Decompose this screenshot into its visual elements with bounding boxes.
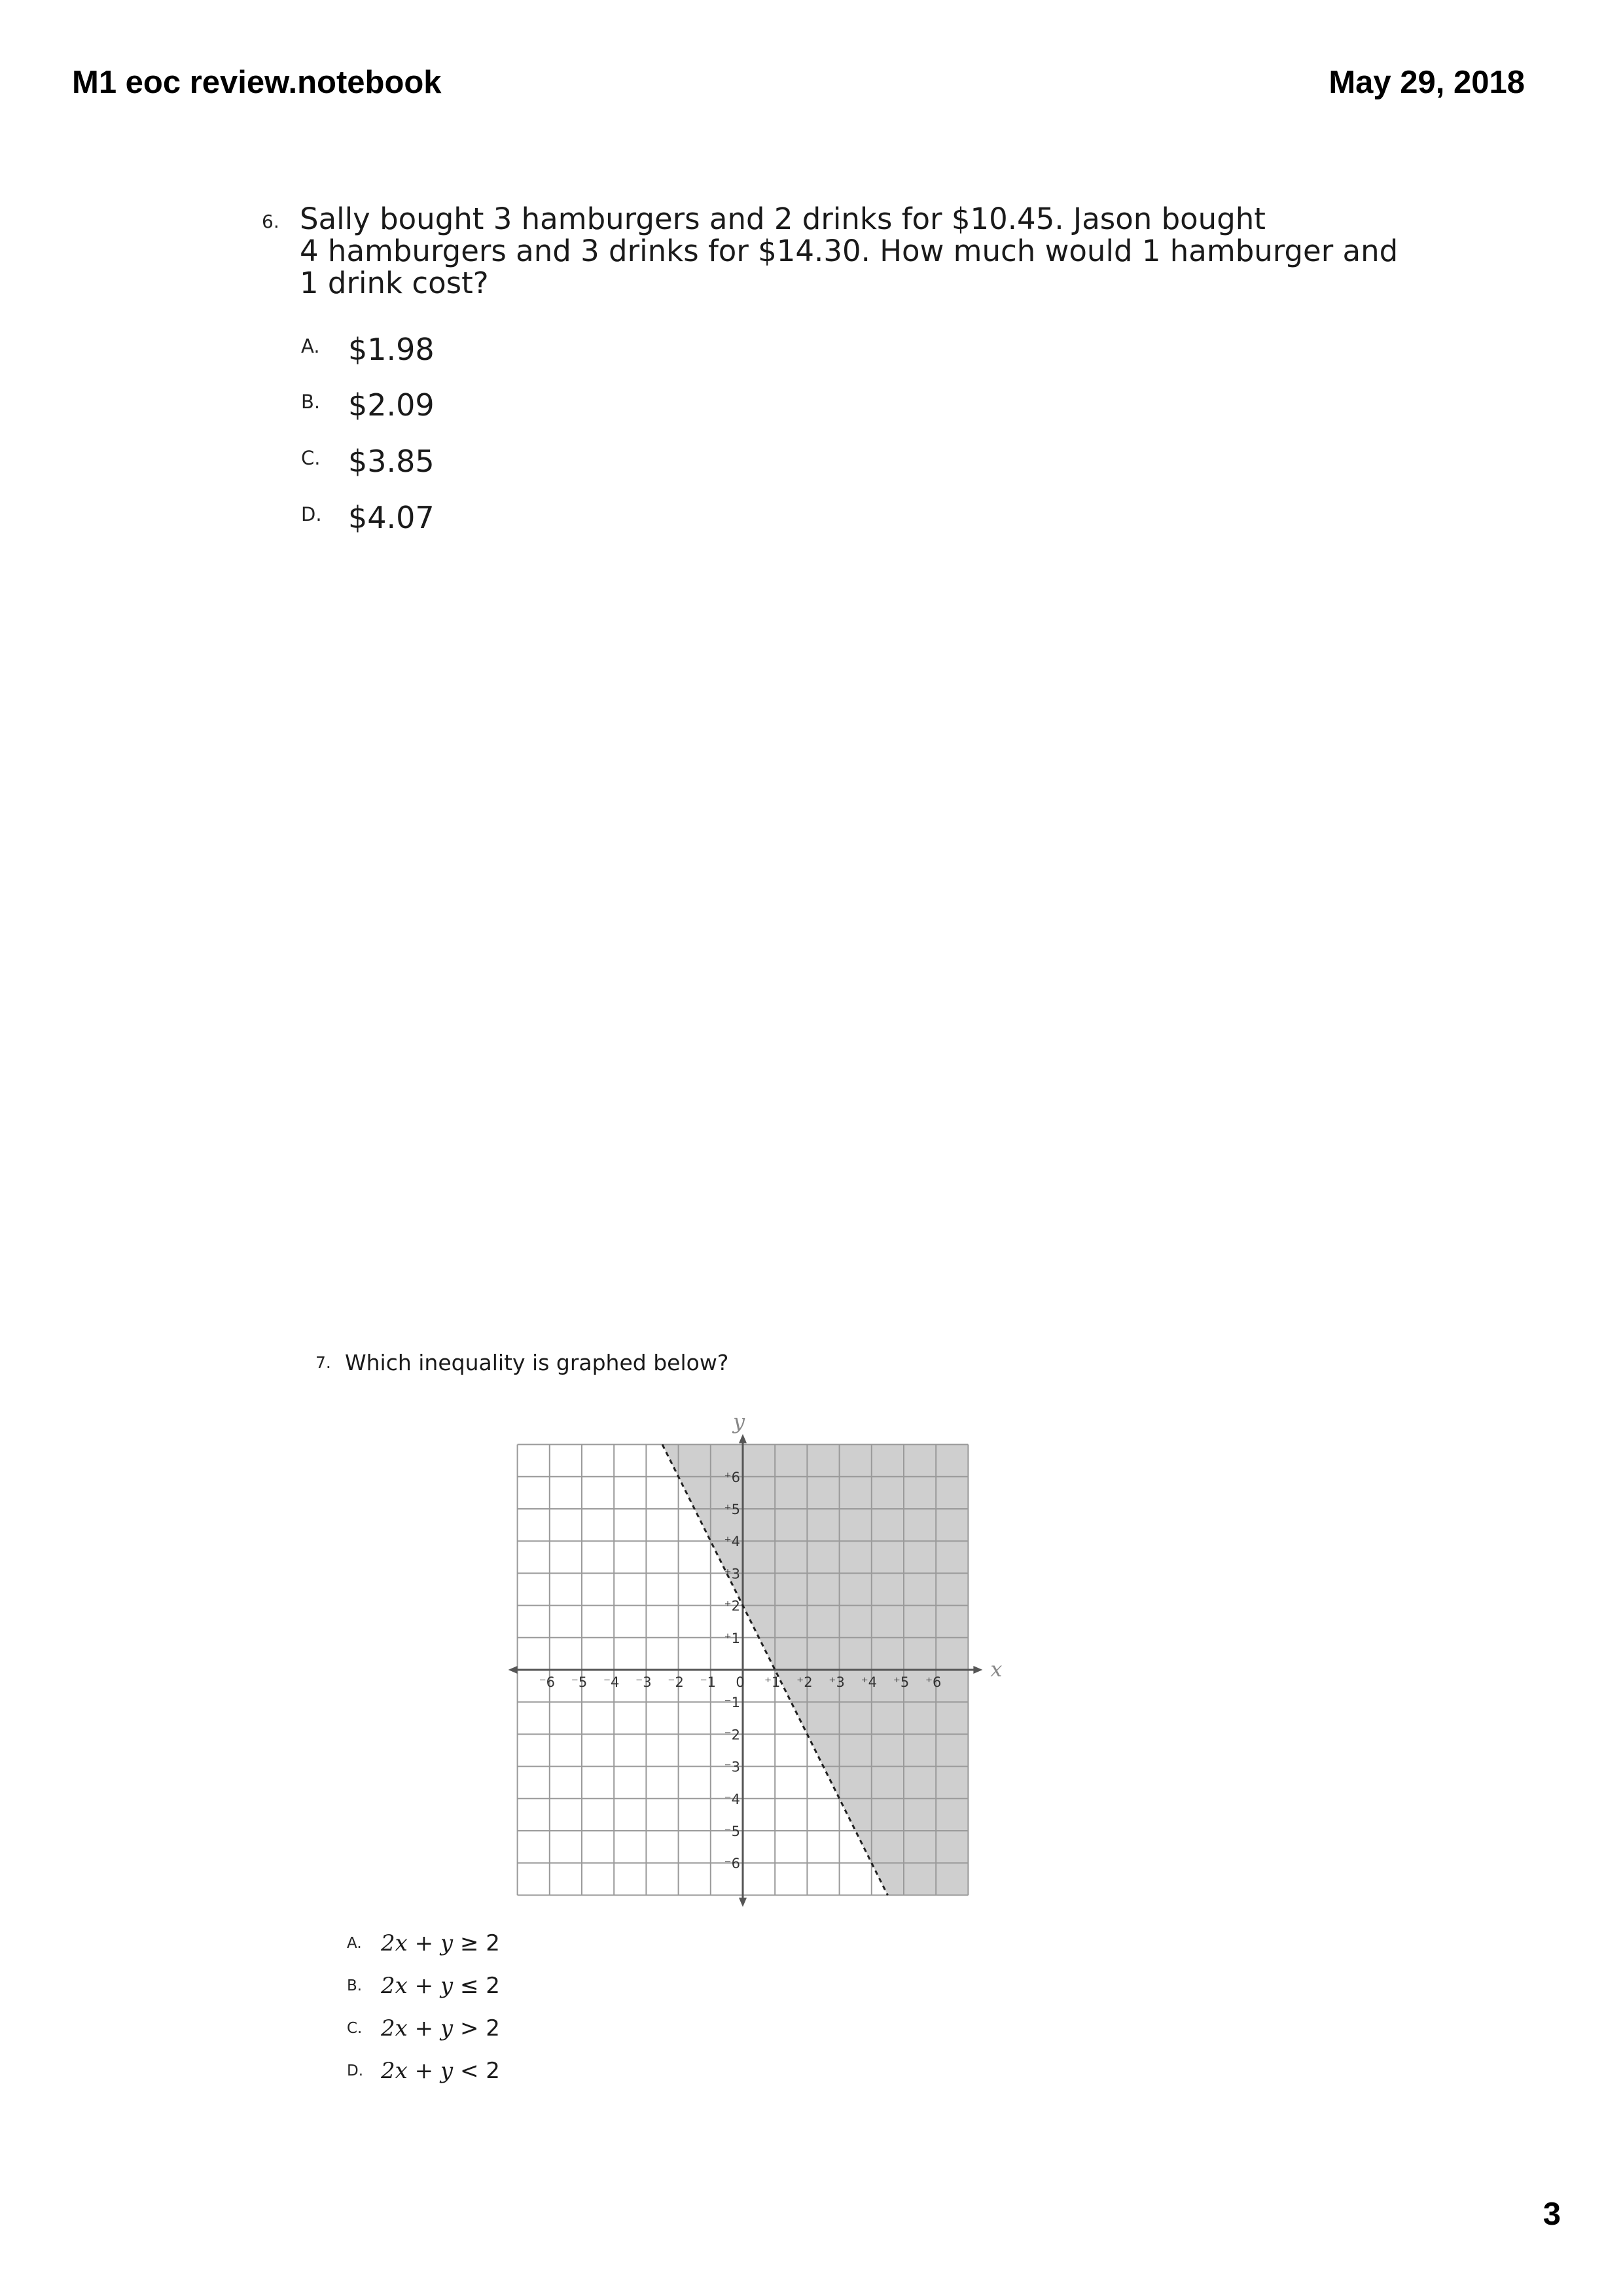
- q7-option-d-lhs: 2x + y: [381, 2058, 454, 2084]
- question-6-line-1: Sally bought 3 hamburgers and 2 drinks for $10.45. Jason bought: [300, 202, 1266, 236]
- x-tick-label: ⁻3: [635, 1674, 652, 1690]
- y-tick-label: ⁻1: [724, 1695, 740, 1711]
- x-axis-arrow-left: [508, 1666, 518, 1674]
- y-axis-arrow-down: [739, 1898, 747, 1907]
- page-number: 3: [1543, 2197, 1561, 2232]
- q7-option-d-op: <: [459, 2058, 479, 2084]
- q6-option-a-text: $1.98: [348, 332, 435, 367]
- q7-option-c-letter: C.: [347, 2020, 363, 2037]
- y-tick-label: ⁺5: [724, 1502, 740, 1517]
- y-tick-label: ⁻6: [724, 1856, 740, 1872]
- y-axis-label: y: [732, 1409, 745, 1434]
- q7-option-b-text: [381, 1973, 500, 1999]
- q7-option-d-rhs: 2: [486, 2058, 500, 2084]
- x-tick-label: ⁻2: [668, 1674, 684, 1690]
- x-axis-label: x: [990, 1657, 1003, 1682]
- q7-option-c-rhs: 2: [486, 2015, 500, 2041]
- x-tick-label: 0: [736, 1674, 745, 1690]
- question-6-number: 6.: [262, 211, 279, 232]
- x-tick-label: ⁺2: [796, 1674, 813, 1690]
- x-tick-label: ⁻1: [700, 1674, 717, 1690]
- q7-option-a-letter: A.: [347, 1935, 362, 1952]
- question-6-line-2: 4 hamburgers and 3 drinks for $14.30. How much would 1 hamburger and: [300, 234, 1399, 268]
- question-7-number: 7.: [315, 1353, 331, 1372]
- y-axis-arrow-up: [739, 1434, 747, 1443]
- x-tick-label: ⁻4: [603, 1674, 620, 1690]
- q6-option-c-letter: C.: [301, 447, 321, 469]
- q6-option-a-letter: A.: [301, 335, 320, 357]
- q7-option-a-op: ≥: [459, 1930, 479, 1956]
- q6-option-b-letter: B.: [301, 391, 321, 413]
- y-tick-label: ⁺3: [724, 1566, 740, 1582]
- document-title: M1 eoc review.notebook: [72, 65, 442, 100]
- x-tick-label: ⁺3: [829, 1674, 845, 1690]
- inequality-graph: [504, 1407, 1003, 1904]
- q7-option-b-letter: B.: [347, 1977, 363, 1994]
- q7-option-b-lhs: 2x + y: [381, 1973, 454, 1999]
- q7-option-c-text: [381, 2015, 500, 2041]
- q7-option-d-text: [381, 2058, 500, 2084]
- x-tick-label: ⁺5: [893, 1674, 910, 1690]
- question-6-text: [300, 203, 1412, 299]
- y-tick-label: ⁺1: [724, 1630, 740, 1646]
- x-tick-label: ⁺4: [861, 1674, 878, 1690]
- q7-option-d-letter: D.: [347, 2062, 364, 2079]
- q7-option-a-text: [381, 1930, 500, 1956]
- q7-option-c-lhs: 2x + y: [381, 2015, 454, 2041]
- document-date: May 29, 2018: [1329, 65, 1525, 100]
- q6-option-d-letter: D.: [301, 503, 322, 525]
- x-axis-arrow-right: [973, 1666, 982, 1674]
- y-tick-label: ⁻2: [724, 1727, 740, 1743]
- q7-option-b-rhs: 2: [486, 1973, 500, 1999]
- y-tick-label: ⁺2: [724, 1598, 740, 1614]
- x-tick-label: ⁺6: [925, 1674, 942, 1690]
- q7-option-a-lhs: 2x + y: [381, 1930, 454, 1956]
- y-tick-label: ⁺6: [724, 1469, 740, 1485]
- q6-option-d-text: $4.07: [348, 500, 435, 535]
- y-tick-label: ⁻3: [724, 1759, 740, 1775]
- q6-option-c-text: $3.85: [348, 444, 435, 479]
- q7-option-a-rhs: 2: [486, 1930, 500, 1956]
- q7-option-b-op: ≤: [459, 1973, 479, 1999]
- y-tick-label: ⁻5: [724, 1824, 740, 1839]
- question-6-line-3: 1 drink cost?: [300, 266, 489, 300]
- y-tick-label: ⁻4: [724, 1791, 740, 1807]
- question-7-text: Which inequality is graphed below?: [345, 1350, 729, 1375]
- x-tick-label: ⁻6: [539, 1674, 556, 1690]
- q7-option-c-op: >: [459, 2015, 479, 2041]
- x-tick-label: ⁻5: [571, 1674, 588, 1690]
- y-tick-label: ⁺4: [724, 1534, 740, 1550]
- x-tick-label: ⁺1: [764, 1674, 781, 1690]
- q6-option-b-text: $2.09: [348, 387, 435, 423]
